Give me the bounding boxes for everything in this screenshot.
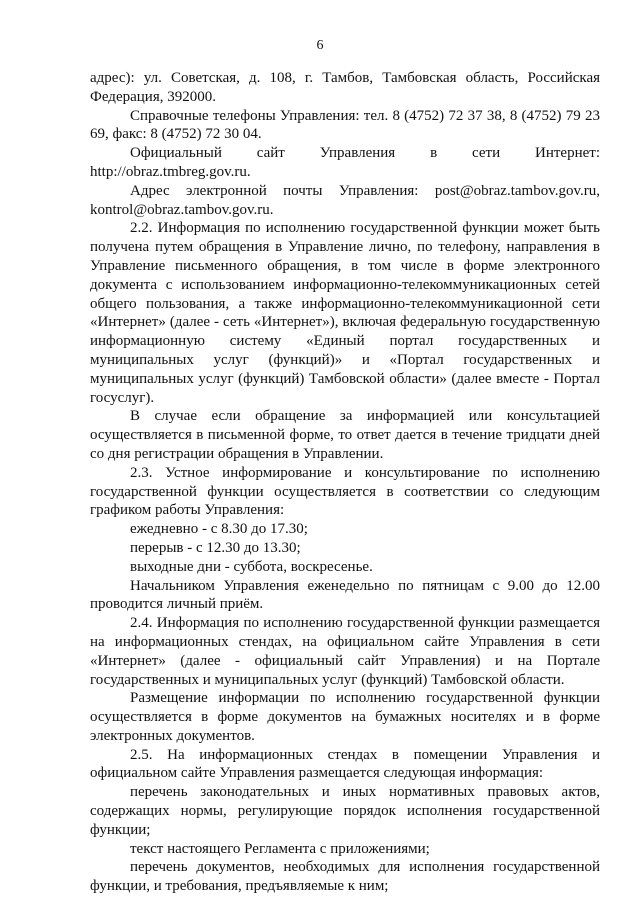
paragraph-personal-reception: Начальником Управления еженедельно по пятницам с 9.00 до 12.00 проводится личный приём.: [90, 577, 600, 613]
list-item-laws: перечень законодательных и иных нормативных правовых актов, содержащих нормы, регулирующие порядок исполнения государственной функции;: [90, 784, 600, 838]
paragraph-2-3: 2.3. Устное информирование и консультирование по исполнению государственной функции осуществляется в соответствии со следующим графиком работы Управления:: [90, 464, 600, 519]
paragraph-phones: Справочные телефоны Управления: тел. 8 (4752) 72 37 38, 8 (4752) 79 23 69, факс: 8 (4752) 72 30 04.: [90, 107, 600, 143]
page-number: 6: [316, 38, 324, 53]
list-item-regulation-text: текст настоящего Регламента с приложениями;: [130, 840, 430, 857]
schedule-daily: ежедневно - с 8.30 до 17.30;: [130, 521, 308, 538]
paragraph-website: Официальный сайт Управления в сети Интернет: http://obraz.tmbreg.gov.ru.: [90, 145, 600, 180]
paragraph-written-request: В случае если обращение за информацией или консультацией осуществляется в письменной форме, то ответ дается в течение тридцати дней со дня регистрации обращения в Управлении.: [90, 408, 600, 462]
paragraph-2-5: 2.5. На информационных стендах в помещении Управления и официальном сайте Управления размещается следующая информация:: [90, 746, 600, 782]
paragraph-email: Адрес электронной почты Управления: post@obraz.tambov.gov.ru, kontrol@obraz.tambov.gov.ru.: [90, 182, 600, 218]
paragraph-address: адрес): ул. Советская, д. 108, г. Тамбов, Тамбовская область, Российская Федерация, 392000.: [90, 70, 600, 105]
paragraph-2-2: 2.2. Информация по исполнению государственной функции может быть получена путем обращения в Управление лично, по телефону, направления в Управление письменного обращения, в том числе в форме электронного документа с использованием информационно-телекоммуникационных сетей общего пользования, а также информационно-телекоммуникационной сети «Интернет» (далее - сеть «Интернет»), включая федеральную государственную информационную систему «Единый портал государственных и муниципальных услуг (функций)» и «Портал государственных и муниципальных услуг (функций) Тамбовской области» (далее вместе - Портал госуслуг).: [90, 220, 600, 406]
paragraph-placement-forms: Размещение информации по исполнению государственной функции осуществляется в форме документов на бумажных носителях и в форме электронных документов.: [90, 690, 600, 744]
list-item-documents: перечень документов, необходимых для исполнения государственной функции, и требования, предъявляемые к ним;: [90, 859, 600, 895]
schedule-break: перерыв - с 12.30 до 13.30;: [130, 539, 301, 556]
paragraph-2-4: 2.4. Информация по исполнению государственной функции размещается на информационных стендах, на официальном сайте Управления в сети «Интернет» (далее - официальный сайт Управления) и на Портале государственных и муниципальных услуг (функций) Тамбовской области.: [90, 615, 600, 688]
document-body: [90, 69, 600, 896]
schedule-days-off: выходные дни - суббота, воскресенье.: [130, 558, 373, 575]
